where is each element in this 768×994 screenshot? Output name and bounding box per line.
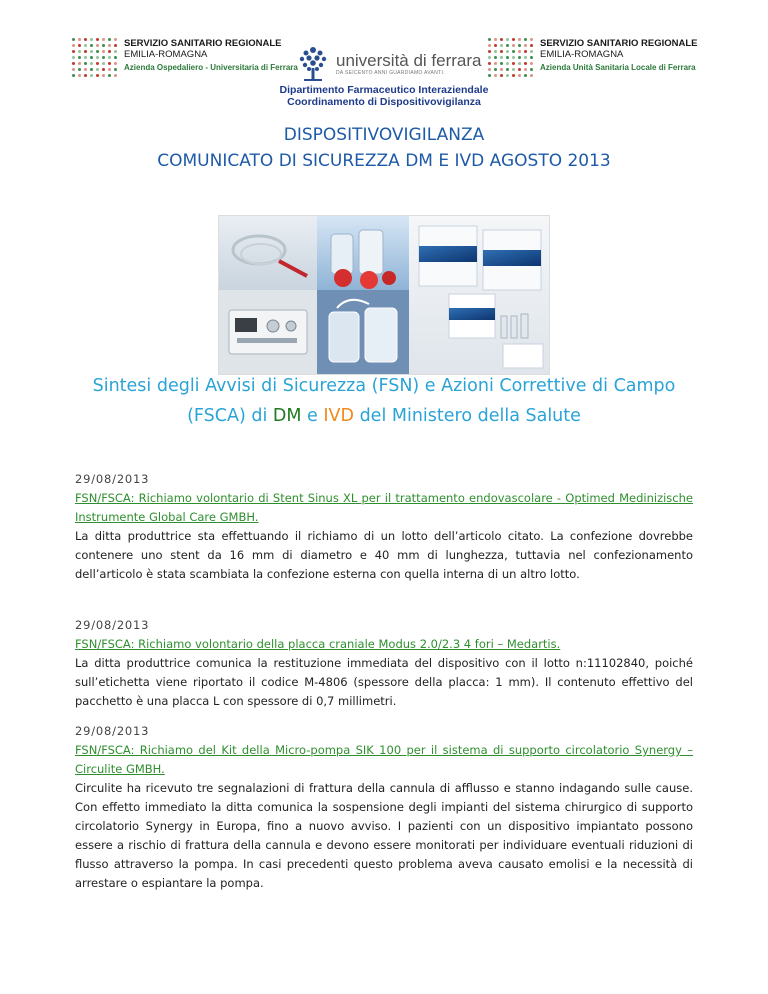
notice-body: La ditta produttrice sta effettuando il richiamo di un lotto dell’articolo citato. La confezione dovrebbe contenere uno stent da 16 mm di diametro e 40 mm di lunghezza, tuttavia nel confezionamento dell’articolo è stata scambiata la confezione esterna con quella interna di un altro lotto. xyxy=(75,529,693,581)
doc-title-text2: COMUNICATO DI SICUREZZA DM E IVD AGOSTO 2013 xyxy=(157,151,611,171)
doc-title-line2 xyxy=(0,151,768,171)
unife-tagline: DA SEICENTO ANNI GUARDIAMO AVANTI. xyxy=(336,70,445,76)
notice-entry xyxy=(75,470,693,584)
dept-line2: Coordinamento di Dispositivovigilanza xyxy=(287,96,481,108)
unife-name: università di ferrara xyxy=(336,51,482,70)
subtitle-fsca: (FSCA) di xyxy=(187,406,273,426)
dept-line1: Dipartimento Farmaceutico Interaziendale xyxy=(279,84,489,96)
doc-title-line1 xyxy=(0,125,768,145)
unife-tree-icon xyxy=(296,44,330,84)
ssr-dots-icon xyxy=(488,38,534,78)
notice-entry xyxy=(75,616,693,711)
department-heading xyxy=(0,84,768,108)
section-subtitle xyxy=(0,371,768,431)
subtitle-line2 xyxy=(0,401,768,431)
logo-ssr-aou-ferrara xyxy=(72,38,298,78)
notice-entry xyxy=(75,722,693,893)
notice-date: 29/08/2013 xyxy=(75,618,150,632)
notice-date: 29/08/2013 xyxy=(75,472,150,486)
subtitle-line1: Sintesi degli Avvisi di Sicurezza (FSN) e Azioni Correttive di Campo xyxy=(92,376,676,396)
right-logo-line2: EMILIA-ROMAGNA xyxy=(540,49,624,60)
notice-body: Circulite ha ricevuto tre segnalazioni di frattura della cannula di afflusso e stanno indagando sulle cause. Con effetto immediato la ditta comunica la sospensione degli impianti del sistema chirurgico di supporto circolatorio Synergy in Europa, fino a nuovo avviso. I pazienti con un dispositivo impiantato possono essere a rischio di frattura della cannula e devono essere monitorati per individuare eventuali riduzioni di flusso attraverso la pompa. In casi precedenti questo problema aveva causato emolisi e la necessità di arrestare o espiantare la pompa. xyxy=(75,781,693,890)
left-logo-line3: Azienda Ospedaliero - Universitaria di Ferrara xyxy=(124,63,298,72)
medical-devices-photo xyxy=(218,215,550,375)
doc-title-text1: DISPOSITIVOVIGILANZA xyxy=(283,125,485,145)
subtitle-ministero: del Ministero della Salute xyxy=(354,406,581,426)
subtitle-dm: DM xyxy=(272,406,302,426)
logo-ssr-ausl-ferrara xyxy=(488,38,697,78)
right-logo-line3: Azienda Unità Sanitaria Locale di Ferrara xyxy=(540,63,696,72)
notice-date: 29/08/2013 xyxy=(75,724,150,738)
right-logo-line1: SERVIZIO SANITARIO REGIONALE xyxy=(540,38,698,49)
notice-title-link[interactable]: FSN/FSCA: Richiamo del Kit della Micro-pompa SIK 100 per il sistema di supporto circolatorio Synergy – Circulite GMBH. xyxy=(75,743,693,776)
left-logo-line1: SERVIZIO SANITARIO REGIONALE xyxy=(124,38,282,49)
notice-title-link[interactable]: FSN/FSCA: Richiamo volontario di Stent Sinus XL per il trattamento endovascolare - Optimed Medinizische Instrumente Global Care GMBH. xyxy=(75,491,693,524)
logo-unife xyxy=(296,44,482,84)
left-logo-line2: EMILIA-ROMAGNA xyxy=(124,49,208,60)
ssr-dots-icon xyxy=(72,38,118,78)
notice-body: La ditta produttrice comunica la restituzione immediata del dispositivo con il lotto n:11102840, poiché sull’etichetta viene riportato il codice M-4806 (spessore della placca: 1 mm). Il contenuto effettivo del pacchetto è una placca L con spessore di 0,7 millimetri. xyxy=(75,656,693,708)
subtitle-ivd: IVD xyxy=(323,406,354,426)
notice-title-link[interactable]: FSN/FSCA: Richiamo volontario della placca craniale Modus 2.0/2.3 4 fori – Medartis. xyxy=(75,637,561,651)
subtitle-and: e xyxy=(301,406,324,426)
